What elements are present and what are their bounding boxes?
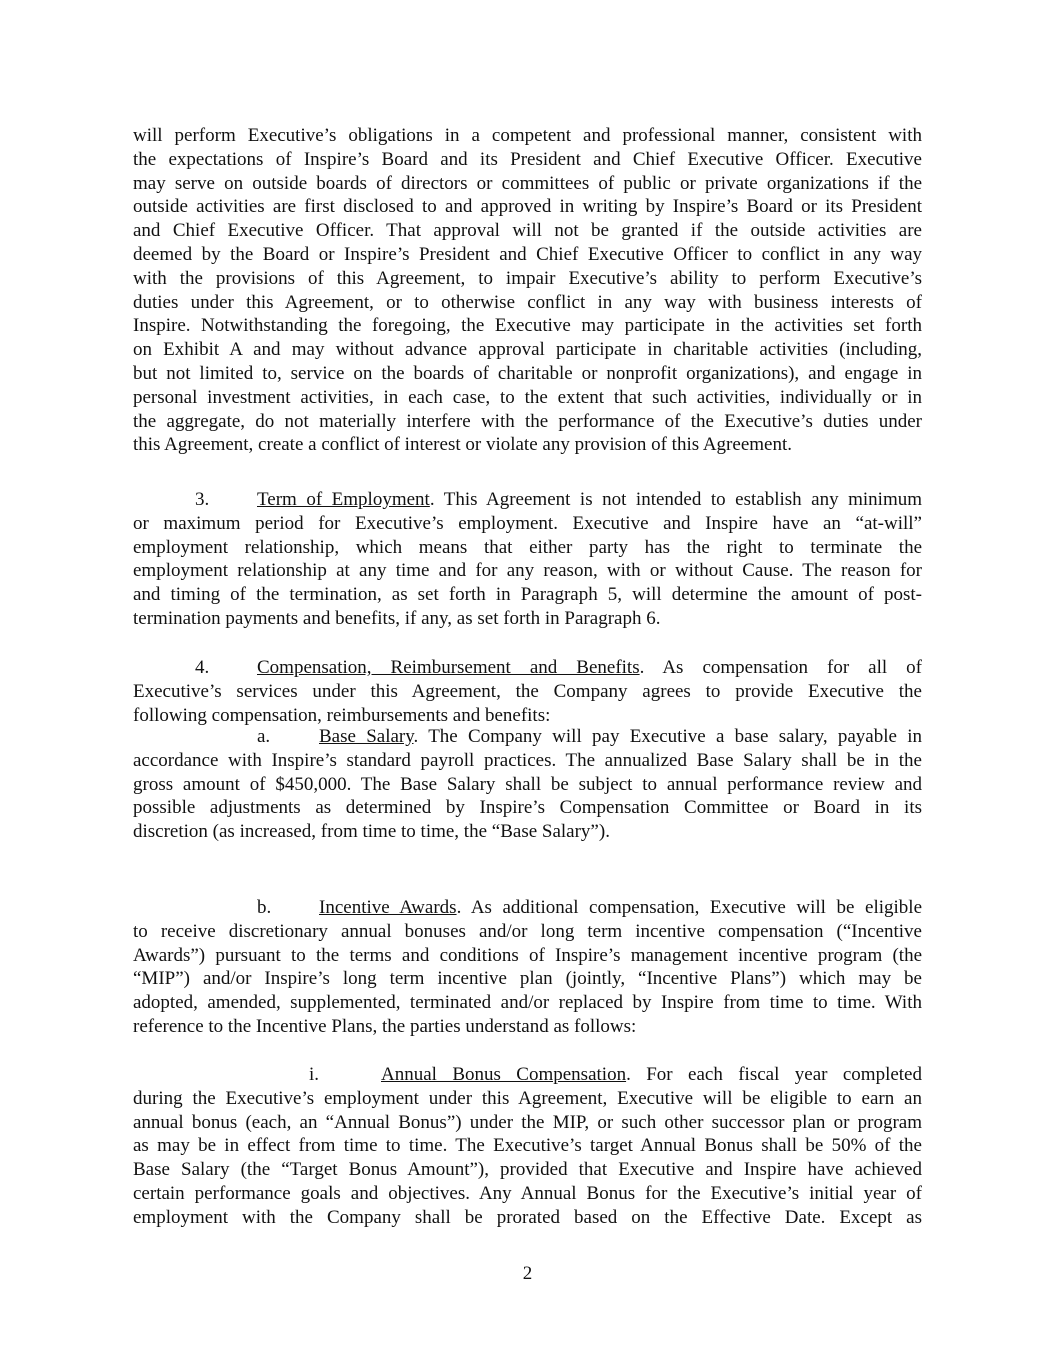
section-heading: Compensation, Reimbursement and Benefits [257, 657, 640, 678]
text-line: adopted, amended, supplemented, terminated and/or replaced by Inspire from time to time. With [133, 992, 922, 1014]
section-4bi-annual-bonus [133, 1063, 922, 1230]
section-heading: Incentive Awards [319, 897, 457, 918]
text-line: with the provisions of this Agreement, to impair Executive’s ability to perform Executive’s [133, 267, 922, 289]
paragraph-continuation [133, 124, 922, 457]
text-line: certain performance goals and objectives. Any Annual Bonus for the Executive’s initial year of [133, 1182, 922, 1204]
text-line: termination payments and benefits, if any, as set forth in Paragraph 6. [133, 607, 661, 629]
section-4a-base-salary [133, 725, 922, 844]
text-line: accordance with Inspire’s standard payroll practices. The annualized Base Salary shall be in the [133, 749, 922, 771]
text-line: the expectations of Inspire’s Board and its President and Chief Executive Officer. Executive [133, 148, 922, 170]
text-line: Executive’s services under this Agreement, the Company agrees to provide Executive the [133, 680, 922, 702]
section-first-line-text: . For each fiscal year completed [626, 1064, 922, 1085]
section-first-line [133, 1063, 922, 1087]
text-line: to receive discretionary annual bonuses and/or long term incentive compensation (“Incentive [133, 920, 922, 942]
text-line: Base Salary (the “Target Bonus Amount”), provided that Executive and Inspire have achieved [133, 1159, 922, 1181]
text-line: Inspire. Notwithstanding the foregoing, the Executive may participate in the activities set forth [133, 315, 922, 337]
text-line: employment with the Company shall be prorated based on the Effective Date. Except as [133, 1206, 922, 1228]
section-first-line [133, 725, 922, 749]
text-line: employment relationship at any time and for any reason, with or without Cause. The reason for [133, 560, 922, 582]
section-first-line-text: . As additional compensation, Executive will be eligible [456, 897, 922, 918]
page-number: 2 [522, 1263, 533, 1284]
text-line: reference to the Incentive Plans, the parties understand as follows: [133, 1015, 637, 1037]
section-first-line-text: . As compensation for all of [639, 657, 922, 678]
text-line: will perform Executive’s obligations in a competent and professional manner, consistent with [133, 125, 922, 146]
text-line: possible adjustments as determined by Inspire’s Compensation Committee or Board in its [133, 797, 922, 819]
text-line: annual bonus (each, an “Annual Bonus”) under the MIP, or such other successor plan or program [133, 1111, 922, 1133]
section-4b-incentive-awards [133, 896, 922, 1039]
text-line: and timing of the termination, as set forth in Paragraph 5, will determine the amount of post- [133, 584, 922, 606]
text-line: on Exhibit A and may without advance approval participate in charitable activities (including, [133, 339, 922, 361]
text-line: the aggregate, do not materially interfere with the performance of the Executive’s duties under [133, 410, 922, 432]
text-line: duties under this Agreement, or to otherwise conflict in any way with business interests of [133, 291, 922, 313]
text-line: “MIP”) and/or Inspire’s long term incentive plan (jointly, “Incentive Plans”) which may be [133, 968, 922, 990]
section-number: 3. [195, 489, 210, 510]
section-3-term-of-employment [133, 488, 922, 631]
text-line: following compensation, reimbursements and benefits: [133, 704, 551, 726]
section-number: 4. [195, 657, 210, 678]
text-line: gross amount of $450,000. The Base Salary shall be subject to annual performance review and [133, 773, 922, 795]
text-line: or maximum period for Executive’s employment. Executive and Inspire have an “at-will” [133, 512, 922, 534]
text-line: during the Executive’s employment under this Agreement, Executive will be eligible to earn an [133, 1087, 922, 1109]
section-first-line [133, 488, 922, 512]
section-first-line-text: . This Agreement is not intended to establish any minimum [429, 489, 922, 510]
section-heading: Annual Bonus Compensation [381, 1064, 627, 1085]
text-line: Awards”) pursuant to the terms and conditions of Inspire’s management incentive program (the [133, 944, 922, 966]
text-line: this Agreement, create a conflict of interest or violate any provision of this Agreement. [133, 434, 792, 456]
text-line: outside activities are first disclosed to and approved in writing by Inspire’s Board or its President [133, 196, 922, 218]
text-line: may serve on outside boards of directors or committees of public or private organizations if the [133, 172, 922, 194]
section-first-line-text: . The Company will pay Executive a base salary, payable in [413, 726, 922, 747]
section-number: b. [257, 897, 272, 918]
section-heading: Term of Employment [257, 489, 430, 510]
text-line: and Chief Executive Officer. That approval will not be granted if the outside activities are [133, 220, 922, 242]
text-line: employment relationship, which means that either party has the right to terminate the [133, 536, 922, 558]
text-line: as may be in effect from time to time. The Executive’s target Annual Bonus shall be 50% of the [133, 1135, 922, 1157]
section-number: a. [257, 726, 271, 747]
text-line: but not limited to, service on the boards of charitable or nonprofit organizations), and engage in [133, 362, 922, 384]
section-number: i. [309, 1064, 320, 1085]
section-heading: Base Salary [319, 726, 414, 747]
text-line: personal investment activities, in each case, to the extent that such activities, individually or in [133, 386, 922, 408]
text-line: discretion (as increased, from time to time, the “Base Salary”). [133, 821, 610, 843]
section-first-line [133, 896, 922, 920]
section-first-line [133, 656, 922, 680]
text-line: deemed by the Board or Inspire’s President and Chief Executive Officer to conflict in any way [133, 243, 922, 265]
section-4-compensation [133, 656, 922, 727]
